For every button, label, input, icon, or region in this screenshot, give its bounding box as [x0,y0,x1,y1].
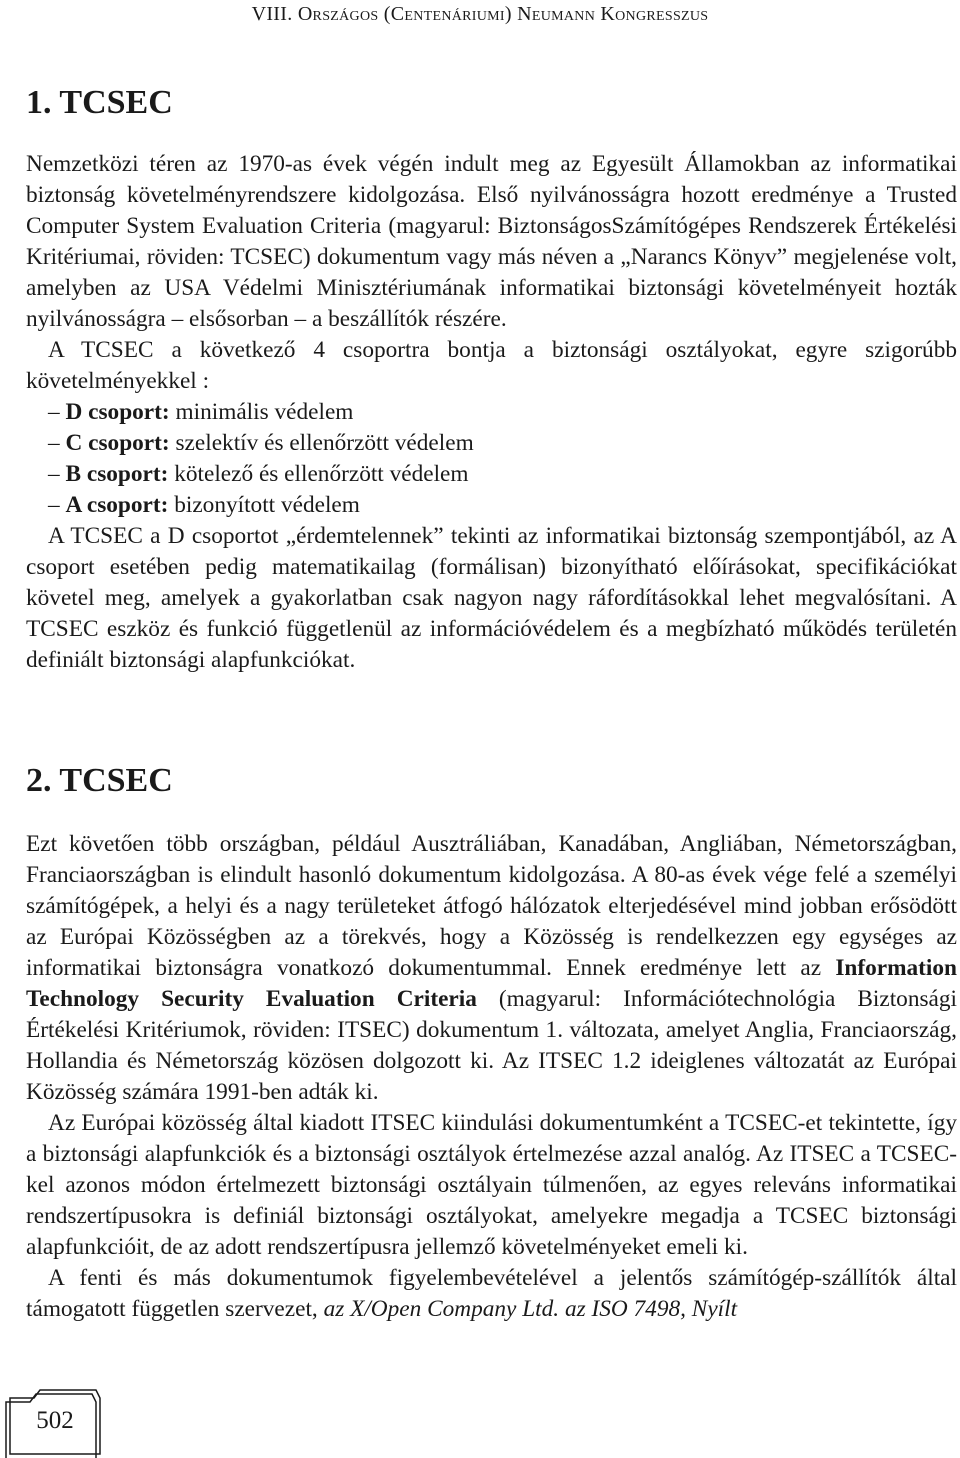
bold-term: Information Technology Security Evaluation Criteria [26,955,958,1012]
group-desc: szelektív és ellenőrzött védelem [175,430,474,456]
group-item: – C csoport: szelektív és ellenőrzött védelem [48,430,474,456]
paragraph [26,1263,957,1325]
group-label: A csoport: [65,492,169,518]
paragraph: Nemzetközi téren az 1970-as évek végén indult meg az Egyesült Államokban az informatikai biztonság követelményrendszere kidolgozása. Első nyilvánosságra hozott eredménye a Trusted Computer System Evaluation Criteria (magyarul: BiztonságosSzámítógépes Rendszerek Értékelési Kritériumai, röviden: TCSEC) dokumentum vagy más néven a „Narancs Könyv” megjelenése volt, amelyben az USA Védelmi Minisztériumának informatikai biztonsági követelményeit hozták nyilvánosságra – elsősorban – a beszállítók részére. [26,151,957,332]
paragraph-text: (magyarul: Információtechnológia Biztonsági Értékelési Kritériumok, röviden: ITSEC) dokumentum 1. változata, amelyet Anglia, Franciaország, Hollandia és Németország közösen dolgozott ki. Az ITSEC 1.2 ideiglenes változatát az Európai Közösség számára 1991-ben adták ki. [26,986,957,1105]
group-label: B csoport: [65,461,169,487]
italic-text: az X/Open Company Ltd. az ISO 7498, Nyílt [323,1296,738,1322]
section-2-heading: 2. TCSEC [26,762,173,799]
paragraph-text: A fenti és más dokumentumok figyelembevételével a jelentős számítógép-szállítók által támogatott független szervezet, [26,1265,957,1322]
paragraph: A TCSEC a következő 4 csoportra bontja a biztonsági osztályokat, egyre szigorúbb követelményekkel : [26,337,957,394]
group-item: – D csoport: minimális védelem [48,399,354,425]
paragraph: Az Európai közösség által kiadott ITSEC kiindulási dokumentumként a TCSEC-et tekintette, így a biztonsági alapfunkciók és a biztonsági osztályok értelmezése azzal analóg. Az ITSEC a TCSEC-kel azonos módon értelmezett biztonsági osztályain túlmenően, az egyes releváns informatikai rendszertípusokra is definiál biztonsági osztályokat, amelyekre megadja a TCSEC biztonsági alapfunkcióit, de az adott rendszertípusra jellemző követelményeket emeli ki. [26,1110,957,1260]
paragraph: A TCSEC a D csoportot „érdemtelennek” tekinti az informatikai biztonság szempontjából, az A csoport esetében pedig matematikailag (formálisan) bizonyítható előírásokat, specifikációkat követel meg, amelyek a gyakorlatban csak nagyon nagy ráfordításokkal lehet megvalósítani. A TCSEC eszköz és funkció függetlenül az információvédelem és a megbízható működés területén definiált biztonsági alapfunkciókat. [26,523,957,673]
page-number-badge [4,1384,104,1458]
section-2-body [26,829,957,1325]
group-label: C csoport: [65,430,170,456]
paragraph [26,829,957,1108]
group-desc: kötelező és ellenőrzött védelem [174,461,469,487]
paragraph-text: Ezt követően több országban, például Ausztráliában, Kanadában, Angliában, Németországban, Franciaországban is elindult hasonló dokumentum kidolgozása. A 80-as évek vége felé a személyi számítógépek, a helyi és a nagy területeket átfogó hálózatok elterjedésével mind jobban erősödött az Európai Közösségben az a törekvés, hogy a Közösség is rendelkezzen egy egységes az informatikai biztonságra vonatkozó dokumentummal. Ennek eredménye lett az [26,831,957,981]
group-item: – B csoport: kötelező és ellenőrzött védelem [48,461,469,487]
group-desc: bizonyított védelem [174,492,360,518]
running-header: VIII. Országos (Centenáriumi) Neumann Kongresszus [251,3,709,25]
group-label: D csoport: [65,399,170,425]
group-item: – A csoport: bizonyított védelem [48,492,360,518]
section-1-body [26,149,957,676]
section-1-heading: 1. TCSEC [26,84,173,121]
page-number: 502 [36,1407,74,1434]
group-desc: minimális védelem [175,399,354,425]
